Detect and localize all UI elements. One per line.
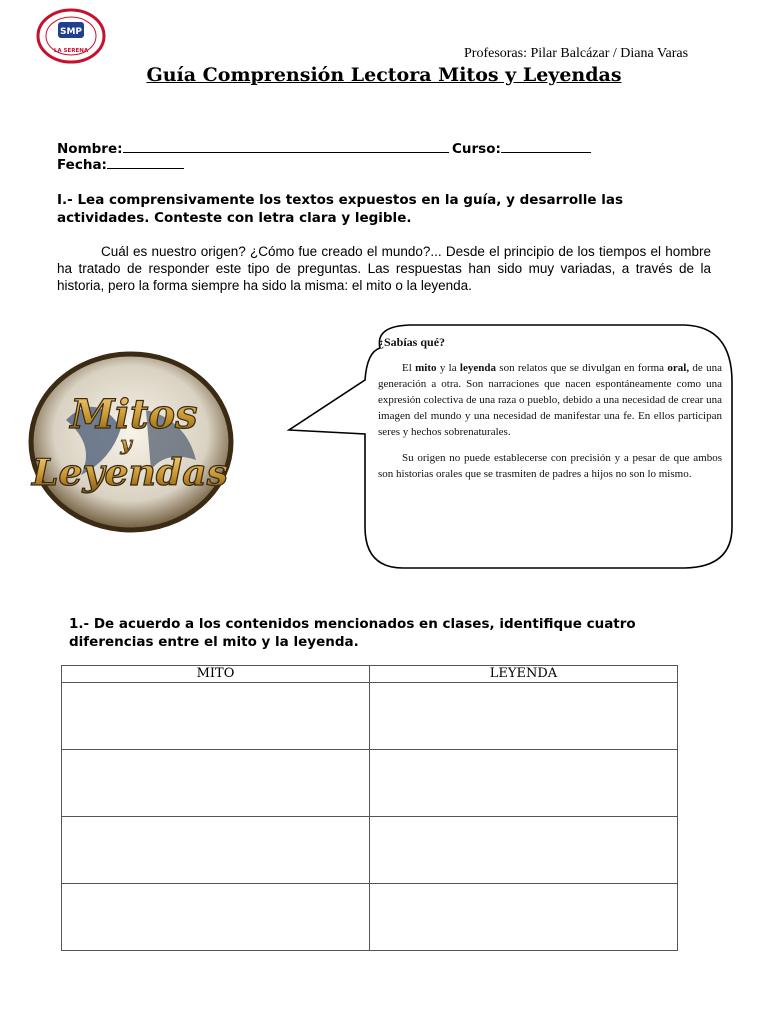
answer-cell-mito[interactable] xyxy=(62,683,370,750)
mitos-leyendas-emblem xyxy=(26,350,236,535)
column-header-mito: MITO xyxy=(62,666,370,683)
answer-cell-leyenda[interactable] xyxy=(370,750,678,817)
bubble-text-run: y la xyxy=(436,362,460,374)
bubble-paragraph-one xyxy=(378,360,722,440)
table-row xyxy=(62,683,678,750)
course-line[interactable] xyxy=(501,151,591,153)
bubble-paragraph-two: Su origen no puede establecerse con precisión y a pesar de que ambos son historias orales que se trasmiten de padres a hijos no son lo mismo. xyxy=(378,452,722,480)
table-row xyxy=(62,817,678,884)
term-oral: oral, xyxy=(667,362,690,374)
emblem-word-mitos: Mitos xyxy=(70,391,198,438)
answer-cell-mito[interactable] xyxy=(62,817,370,884)
date-field xyxy=(57,157,184,173)
date-label: Fecha: xyxy=(57,157,107,173)
course-label: Curso: xyxy=(452,141,501,157)
name-line[interactable] xyxy=(123,151,449,153)
emblem-word-y: y xyxy=(120,431,132,455)
answer-cell-leyenda[interactable] xyxy=(370,884,678,951)
bubble-text-run: El xyxy=(402,362,416,374)
date-line[interactable] xyxy=(107,167,184,169)
column-header-leyenda: LEYENDA xyxy=(370,666,678,683)
table-row xyxy=(62,884,678,951)
term-leyenda: leyenda xyxy=(459,362,496,374)
bubble-text-run: de una generación a otra. Son narraciones que nacen espontáneamente como una expresión colectiva de una raza o pueblo, debido a una necesidad de crear una imagen del mundo y una necesidad de manifestar una fe. En ellos participan seres y hechos sobrenaturales. xyxy=(378,362,722,438)
page-title: Guía Comprensión Lectora Mitos y Leyendas xyxy=(146,64,622,86)
teachers-line: Profesoras: Pilar Balcázar / Diana Varas xyxy=(464,46,689,61)
school-logo xyxy=(36,8,106,64)
bubble-text-run: son relatos que se divulgan en forma xyxy=(495,362,668,374)
section-one-instructions: I.- Lea comprensivamente los textos expuestos en la guía, y desarrolle las actividades. Conteste con letra clara y legible. xyxy=(57,192,624,226)
name-label: Nombre: xyxy=(57,141,123,157)
answer-cell-mito[interactable] xyxy=(62,750,370,817)
question-one: 1.- De acuerdo a los contenidos mencionados en clases, identifique cuatro diferencias entre el mito y la leyenda. xyxy=(69,616,636,650)
intro-paragraph-text: Cuál es nuestro origen? ¿Cómo fue creado el mundo?... Desde el principio de los tiempos el hombre ha tratado de responder este tipo de preguntas. Las respuestas han sido muy variadas, a través de la historia, pero la forma siempre ha sido la misma: el mito o la leyenda. xyxy=(57,244,711,293)
bubble-text xyxy=(378,334,722,482)
answer-cell-leyenda[interactable] xyxy=(370,683,678,750)
bubble-heading: ¿Sabías qué? xyxy=(378,335,446,349)
logo-initials: SMP xyxy=(59,27,83,37)
course-field xyxy=(452,141,591,157)
table-header-row xyxy=(62,666,678,683)
table-row xyxy=(62,750,678,817)
answer-cell-leyenda[interactable] xyxy=(370,817,678,884)
emblem-word-leyendas: Leyendas xyxy=(30,452,229,494)
term-mito: mito xyxy=(415,362,437,374)
name-field xyxy=(57,141,449,157)
differences-table xyxy=(61,665,678,951)
logo-city: LA SERENA xyxy=(53,48,89,54)
answer-cell-mito[interactable] xyxy=(62,884,370,951)
intro-paragraph xyxy=(57,243,711,294)
